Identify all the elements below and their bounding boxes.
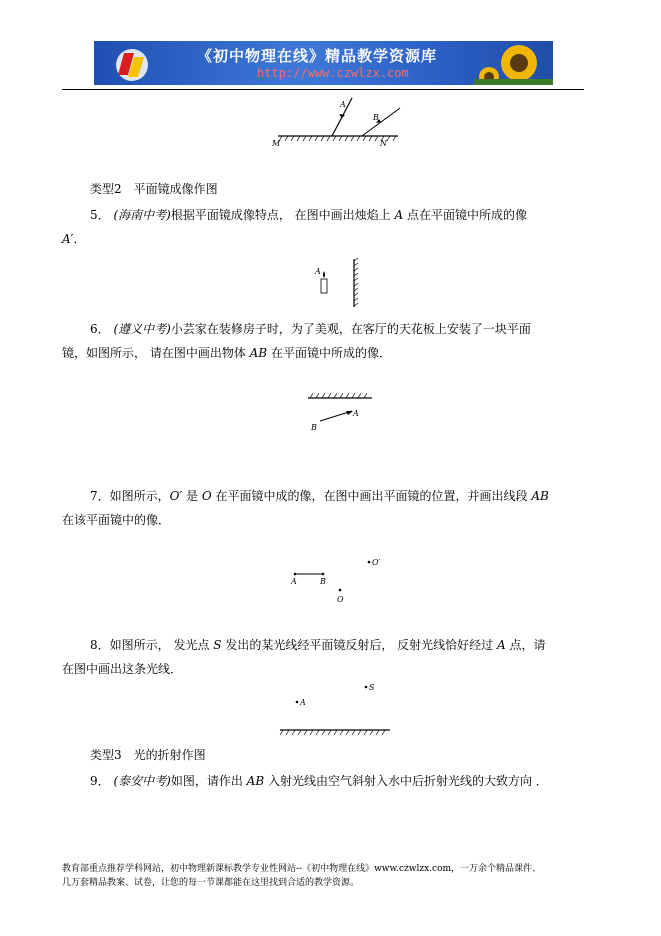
q5-text-end: 点在平面镜中所成的像: [403, 208, 527, 222]
q6-line2-a: 镜，如图所示， 请在图中画出物体: [62, 346, 250, 360]
q8-line2: 在图中画出这条光线．: [62, 662, 183, 676]
q5-number: 5．: [90, 208, 110, 222]
q9-number: 9．: [90, 774, 110, 788]
q6-var-ab: AB: [249, 346, 268, 360]
header-rule: [62, 89, 584, 90]
point-a: [296, 701, 299, 704]
q6-label-a: A: [353, 409, 359, 418]
q6-text: 小芸家在装修房子时，为了美观，在客厅的天花板上安装了一块平面: [170, 322, 531, 336]
point-a: [294, 573, 297, 576]
q5-text: 根据平面镜成像特点， 在图中画出烛焰上: [170, 208, 395, 222]
q5-label-a: A: [315, 267, 321, 276]
q7-var-ab: AB: [531, 489, 549, 503]
vertical-mirror-hatching: [354, 258, 358, 306]
fig-top-label-n: N: [380, 139, 387, 148]
type2-heading: 类型2 平面镜成像作图: [90, 182, 218, 196]
banner-title: 《初中物理在线》精品教学资源库: [197, 47, 438, 65]
sunflower-icon: [474, 45, 553, 85]
footer: [62, 862, 541, 890]
point-o: [339, 589, 342, 592]
q8-line1-b: 发出的某光线经平面镜反射后， 反射光线恰好经过: [221, 638, 497, 652]
q7-label-a: A: [291, 577, 297, 586]
q8-line1: [90, 636, 545, 653]
q9-line1: [90, 772, 548, 789]
object-ab-arrow: [346, 411, 353, 415]
fig-top-label-a: A: [340, 100, 346, 109]
q6-label-b: B: [311, 423, 317, 432]
q6-number: 6．: [90, 322, 110, 336]
fig-top-label-m: M: [272, 139, 281, 148]
q8-line1-a: 8．如图所示， 发光点: [90, 638, 214, 652]
figure-point-s-mirror: [275, 680, 395, 738]
q7-line1-a: 7．如图所示，: [90, 489, 170, 503]
q7-var-o1: O′: [169, 489, 183, 503]
q5-var-a: A: [394, 208, 404, 222]
figure-points-o: [285, 552, 390, 604]
q5-line2: A′．: [62, 232, 86, 246]
figure-candle-mirror: [312, 257, 362, 309]
figure-ceiling-mirror: [300, 390, 380, 434]
candle-icon: [321, 271, 327, 293]
q7-var-o: O: [201, 489, 212, 503]
q8-line1-c: 点，请: [505, 638, 546, 652]
q9-var-ab: AB: [246, 774, 265, 788]
floor-mirror-hatching: [280, 730, 385, 735]
q7-line2: 在该平面镜中的像．: [62, 513, 171, 527]
ceiling-mirror-hatching: [310, 393, 367, 398]
mirror-hatching: [279, 136, 396, 141]
figure-reflection-rays: [270, 96, 410, 148]
q7-line1-c: 在平面镜中成的像，在图中画出平面镜的位置，并画出线段: [211, 489, 532, 503]
fig-top-label-b: B: [373, 113, 379, 122]
q7-line1: [90, 487, 549, 504]
q5-source: (海南中考): [113, 208, 171, 222]
q7-label-o1: O′: [372, 558, 381, 567]
q6-line2-b: 在平面镜中所成的像．: [267, 346, 391, 360]
q5-line1: [90, 206, 527, 223]
q6-line2: [62, 344, 391, 361]
q9-text-b: 入射光线由空气斜射入水中后折射光线的大致方向 ．: [264, 774, 548, 788]
ray-a-arrow: [339, 114, 345, 118]
type3-heading: 类型3 光的折射作图: [90, 748, 206, 762]
q9-text-a: 如图，请作出: [170, 774, 247, 788]
header-banner: [94, 41, 553, 85]
footer-line1: 教育部重点推荐学科网站，初中物理新课标教学专业性网站--《初中物理在线》www.czwlzx.com，一万余个精品课件、: [62, 864, 542, 874]
footer-line2: 几万套精品教案、试卷，让您的每一节课都能在这里找到合适的教学资源。: [62, 878, 360, 888]
q7-label-o: O: [337, 595, 344, 604]
q8-label-a: A: [300, 698, 306, 707]
q7-line1-b: 是: [182, 489, 202, 503]
point-s: [365, 686, 368, 689]
q9-source: (泰安中考): [113, 774, 171, 788]
q8-label-s: S: [369, 683, 375, 692]
q7-label-b: B: [320, 577, 326, 586]
q6-source: (遵义中考): [113, 322, 171, 336]
q8-var-s: S: [213, 638, 222, 652]
point-b: [322, 573, 325, 576]
banner-url[interactable]: http://www.czwlzx.com: [257, 66, 409, 80]
q8-var-a: A: [496, 638, 506, 652]
point-o-prime: [368, 561, 371, 564]
q6-line1: [90, 320, 531, 337]
